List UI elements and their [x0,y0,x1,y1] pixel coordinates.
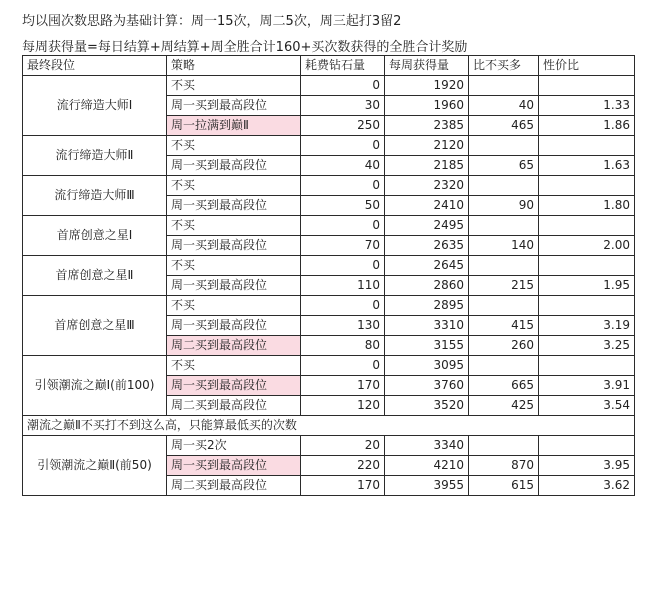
weekly-gain-cell: 2635 [385,236,469,256]
table-row [23,136,635,156]
strategy-cell: 周一买到最高段位 [167,96,301,116]
cost-cell: 170 [301,476,385,496]
table-row [23,296,635,316]
weekly-gain-cell: 2895 [385,296,469,316]
note-line-1: 均以囤次数思路为基础计算：周一15次，周二5次，周三起打3留2 [22,14,402,29]
cost-cell: 0 [301,296,385,316]
more-than-none-cell [469,136,539,156]
value-ratio-cell: 1.95 [539,276,635,296]
value-ratio-cell: 3.62 [539,476,635,496]
strategy-cell: 周一买到最高段位 [167,456,301,476]
more-than-none-cell [469,216,539,236]
final-rank-cell: 流行缔造大师Ⅲ [23,176,167,216]
value-ratio-cell: 1.63 [539,156,635,176]
cost-cell: 130 [301,316,385,336]
more-than-none-cell: 425 [469,396,539,416]
strategy-cell: 周一买到最高段位 [167,196,301,216]
table-row [23,76,635,96]
header-weekly-gain: 每周获得量 [385,56,469,76]
weekly-gain-cell: 2385 [385,116,469,136]
rank-cost-table [22,55,635,496]
more-than-none-cell: 870 [469,456,539,476]
table-body [23,56,635,496]
more-than-none-cell: 260 [469,336,539,356]
final-rank-cell: 首席创意之星Ⅱ [23,256,167,296]
header-more-than-none: 比不买多 [469,56,539,76]
note-line-2: 每周获得量=每日结算+周结算+周全胜合计160+买次数获得的全胜合计奖励 [22,40,468,55]
weekly-gain-cell: 2860 [385,276,469,296]
note-cell: 潮流之巅Ⅱ不买打不到这么高，只能算最低买的次数 [23,416,635,436]
weekly-gain-cell: 2320 [385,176,469,196]
more-than-none-cell: 90 [469,196,539,216]
value-ratio-cell: 2.00 [539,236,635,256]
cost-cell: 250 [301,116,385,136]
more-than-none-cell [469,256,539,276]
weekly-gain-cell: 1920 [385,76,469,96]
cost-cell: 40 [301,156,385,176]
weekly-gain-cell: 2495 [385,216,469,236]
strategy-cell: 周二买到最高段位 [167,476,301,496]
more-than-none-cell [469,76,539,96]
cost-cell: 70 [301,236,385,256]
strategy-cell: 不买 [167,176,301,196]
value-ratio-cell: 1.86 [539,116,635,136]
strategy-cell: 周一拉满到巅Ⅱ [167,116,301,136]
cost-cell: 170 [301,376,385,396]
more-than-none-cell [469,436,539,456]
header-value-ratio: 性价比 [539,56,635,76]
cost-cell: 110 [301,276,385,296]
cost-cell: 20 [301,436,385,456]
cost-cell: 80 [301,336,385,356]
header-diamond-cost: 耗费钻石量 [301,56,385,76]
strategy-cell: 不买 [167,356,301,376]
more-than-none-cell [469,356,539,376]
cost-cell: 30 [301,96,385,116]
strategy-cell: 周二买到最高段位 [167,336,301,356]
value-ratio-cell [539,216,635,236]
cost-cell: 120 [301,396,385,416]
more-than-none-cell [469,176,539,196]
more-than-none-cell: 415 [469,316,539,336]
table-row [23,356,635,376]
table-row [23,436,635,456]
header-strategy: 策略 [167,56,301,76]
strategy-cell: 不买 [167,136,301,156]
final-rank-cell: 流行缔造大师Ⅰ [23,76,167,136]
cost-cell: 50 [301,196,385,216]
header-final-rank: 最终段位 [23,56,167,76]
value-ratio-cell [539,296,635,316]
weekly-gain-cell: 3310 [385,316,469,336]
weekly-gain-cell: 3095 [385,356,469,376]
more-than-none-cell: 65 [469,156,539,176]
value-ratio-cell [539,256,635,276]
final-rank-cell: 首席创意之星Ⅲ [23,296,167,356]
more-than-none-cell: 465 [469,116,539,136]
cost-cell: 0 [301,136,385,156]
cost-cell: 0 [301,216,385,236]
strategy-cell: 周一买到最高段位 [167,276,301,296]
value-ratio-cell: 3.19 [539,316,635,336]
strategy-cell: 周一买到最高段位 [167,236,301,256]
more-than-none-cell: 40 [469,96,539,116]
value-ratio-cell [539,436,635,456]
weekly-gain-cell: 2645 [385,256,469,276]
value-ratio-cell: 1.33 [539,96,635,116]
weekly-gain-cell: 2410 [385,196,469,216]
weekly-gain-cell: 2120 [385,136,469,156]
cost-cell: 0 [301,76,385,96]
value-ratio-cell [539,136,635,156]
value-ratio-cell [539,76,635,96]
value-ratio-cell: 3.91 [539,376,635,396]
more-than-none-cell: 215 [469,276,539,296]
header-row [23,56,635,76]
cost-cell: 220 [301,456,385,476]
strategy-cell: 周一买到最高段位 [167,316,301,336]
strategy-cell: 周一买2次 [167,436,301,456]
value-ratio-cell [539,356,635,376]
strategy-cell: 周一买到最高段位 [167,376,301,396]
strategy-cell: 不买 [167,76,301,96]
more-than-none-cell: 140 [469,236,539,256]
final-rank-cell: 流行缔造大师Ⅱ [23,136,167,176]
final-rank-cell: 引领潮流之巅Ⅰ(前100) [23,356,167,416]
table-row [23,176,635,196]
more-than-none-cell: 665 [469,376,539,396]
note-row [23,416,635,436]
weekly-gain-cell: 3155 [385,336,469,356]
table-row [23,256,635,276]
value-ratio-cell: 1.80 [539,196,635,216]
weekly-gain-cell: 1960 [385,96,469,116]
cost-cell: 0 [301,256,385,276]
weekly-gain-cell: 3520 [385,396,469,416]
weekly-gain-cell: 3340 [385,436,469,456]
weekly-gain-cell: 4210 [385,456,469,476]
table-row [23,216,635,236]
cost-cell: 0 [301,176,385,196]
weekly-gain-cell: 3955 [385,476,469,496]
more-than-none-cell: 615 [469,476,539,496]
final-rank-cell: 首席创意之星Ⅰ [23,216,167,256]
weekly-gain-cell: 3760 [385,376,469,396]
final-rank-cell: 引领潮流之巅Ⅱ(前50) [23,436,167,496]
weekly-gain-cell: 2185 [385,156,469,176]
value-ratio-cell [539,176,635,196]
strategy-cell: 周一买到最高段位 [167,156,301,176]
cost-cell: 0 [301,356,385,376]
strategy-cell: 不买 [167,216,301,236]
value-ratio-cell: 3.54 [539,396,635,416]
more-than-none-cell [469,296,539,316]
value-ratio-cell: 3.25 [539,336,635,356]
value-ratio-cell: 3.95 [539,456,635,476]
strategy-cell: 周二买到最高段位 [167,396,301,416]
strategy-cell: 不买 [167,296,301,316]
strategy-cell: 不买 [167,256,301,276]
